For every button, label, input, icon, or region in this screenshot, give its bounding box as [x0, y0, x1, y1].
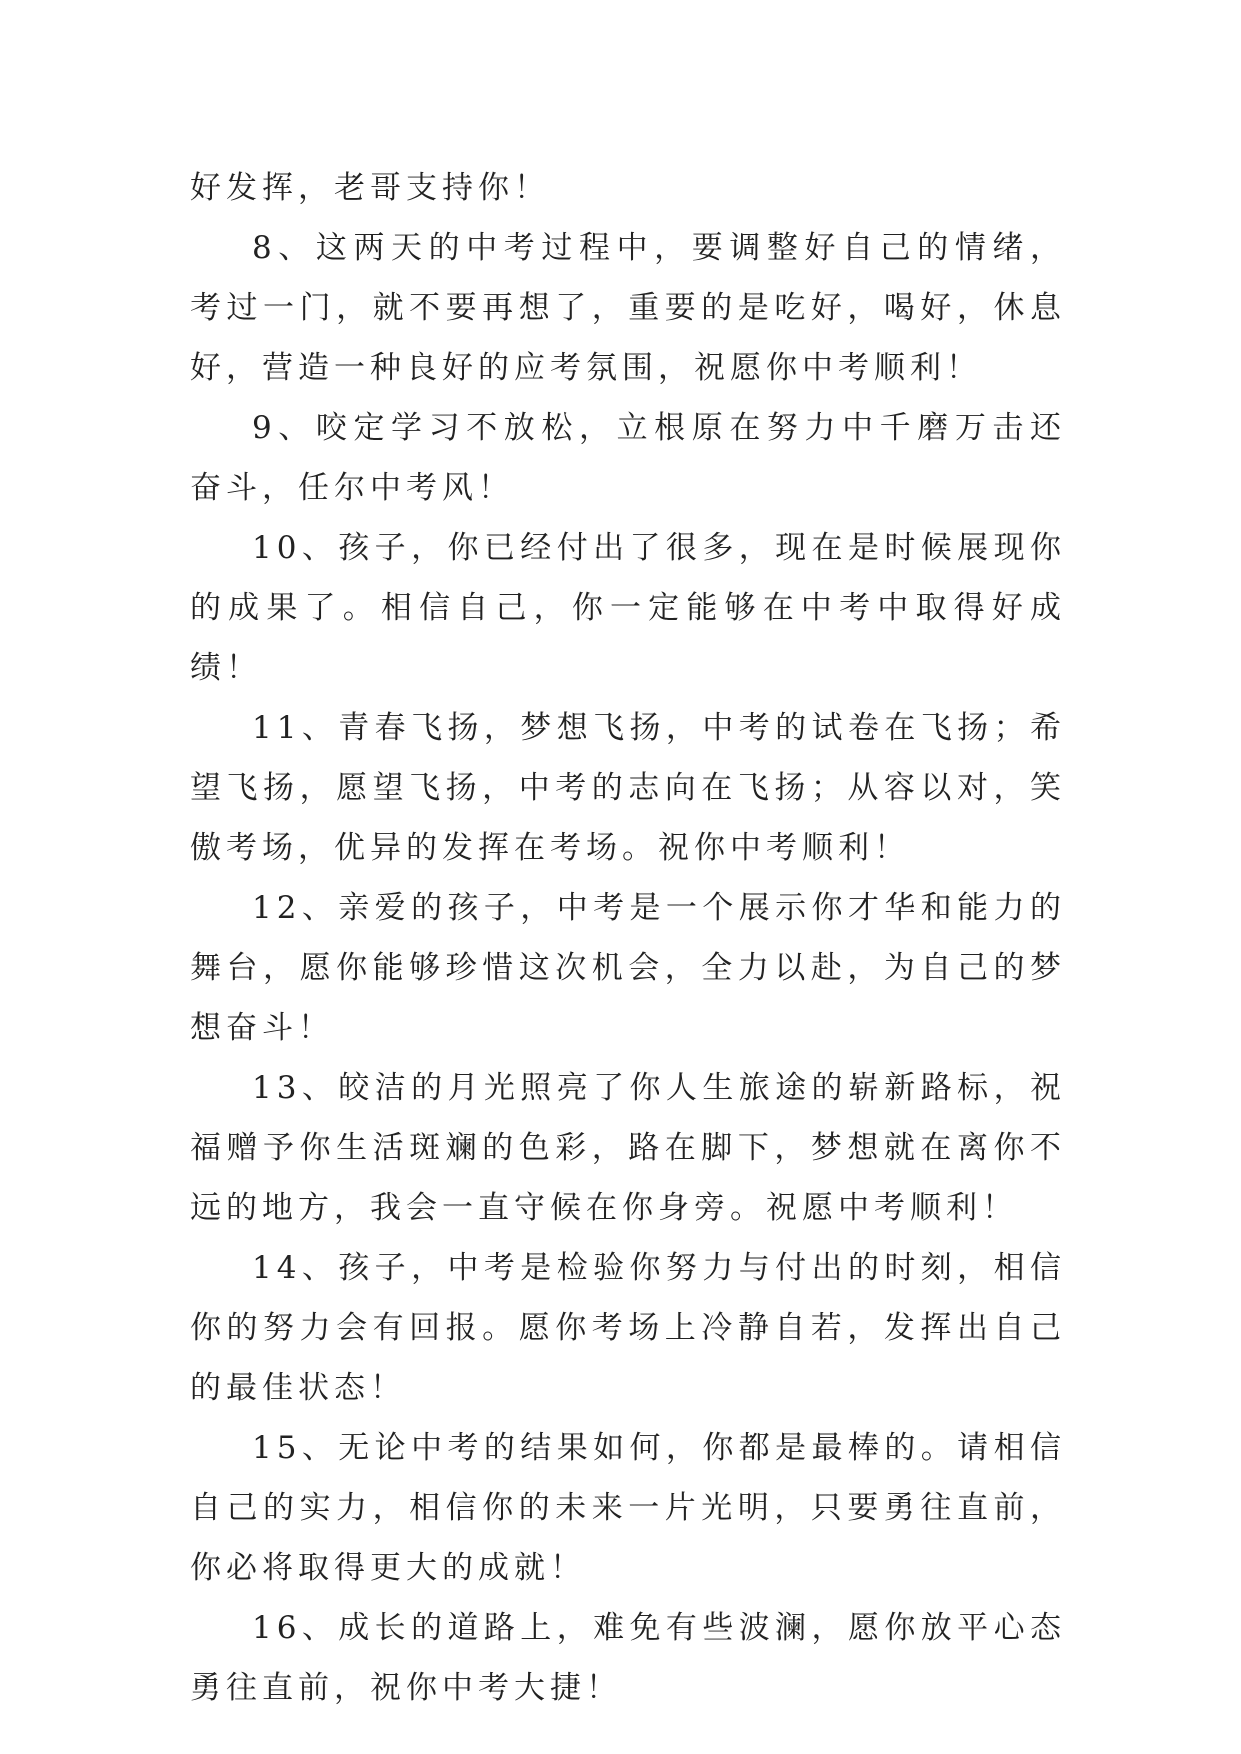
paragraph-continuation: 好发挥，老哥支持你！ — [190, 170, 550, 206]
paragraph-item-10: 10、孩子，你已经付出了很多，现在是时候展现你的成果了。相信自己，你一定能够在中考中取得好成绩！ — [190, 530, 1066, 686]
paragraph-item-16: 16、成长的道路上，难免有些波澜，愿你放平心态勇往直前，祝你中考大捷！ — [190, 1610, 1066, 1706]
paragraph-item-15: 15、无论中考的结果如何，你都是最棒的。请相信自己的实力，相信你的未来一片光明，只要勇往直前，你必将取得更大的成就！ — [190, 1430, 1066, 1586]
paragraph-item-8: 8、这两天的中考过程中，要调整好自己的情绪，考过一门，就不要再想了，重要的是吃好，喝好，休息好，营造一种良好的应考氛围，祝愿你中考顺利！ — [190, 230, 1066, 386]
paragraph-item-9: 9、咬定学习不放松，立根原在努力中千磨万击还奋斗，任尔中考风！ — [190, 410, 1066, 506]
paragraph-item-12: 12、亲爱的孩子，中考是一个展示你才华和能力的舞台，愿你能够珍惜这次机会，全力以赴，为自己的梦想奋斗！ — [190, 890, 1066, 1046]
paragraph-item-11: 11、青春飞扬，梦想飞扬，中考的试卷在飞扬；希望飞扬，愿望飞扬，中考的志向在飞扬；从容以对，笑傲考场，优异的发挥在考场。祝你中考顺利！ — [190, 710, 1066, 866]
paragraph-item-13: 13、皎洁的月光照亮了你人生旅途的崭新路标，祝福赠予你生活斑斓的色彩，路在脚下，梦想就在离你不远的地方，我会一直守候在你身旁。祝愿中考顺利！ — [190, 1070, 1066, 1226]
document-body — [190, 158, 1066, 1718]
paragraph-item-14: 14、孩子，中考是检验你努力与付出的时刻，相信你的努力会有回报。愿你考场上冷静自若，发挥出自己的最佳状态！ — [190, 1250, 1066, 1406]
